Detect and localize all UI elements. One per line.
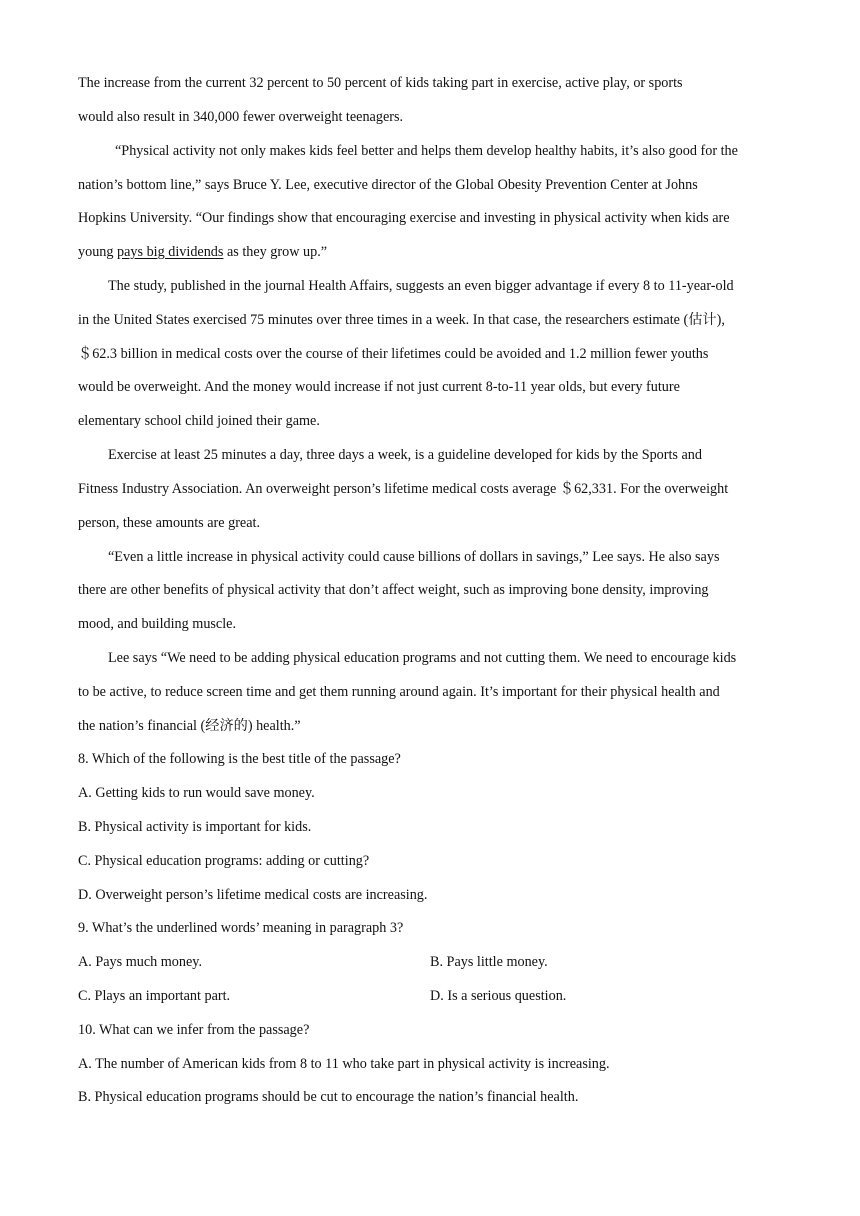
paragraph-5-line-2: there are other benefits of physical activity that don’t affect weight, such as improving bone density, improving [78,582,709,598]
question-8-stem: 8. Which of the following is the best title of the passage? [78,751,401,767]
question-9-stem: 9. What’s the underlined words’ meaning in paragraph 3? [78,920,404,936]
paragraph-4-line-1: Exercise at least 25 minutes a day, three days a week, is a guideline developed for kids by the Sports and [108,447,702,463]
question-9-option-a: A. Pays much money. [78,954,202,970]
paragraph-3-line-2: in the United States exercised 75 minutes over three times in a week. In that case, the researchers estimate (估计), [78,312,725,328]
question-10-option-a: A. The number of American kids from 8 to 11 who take part in physical activity is increasing. [78,1056,610,1072]
paragraph-2-line-4 [78,242,327,262]
question-10-option-b: B. Physical education programs should be cut to encourage the nation’s financial health. [78,1089,579,1105]
paragraph-2-line-1: “Physical activity not only makes kids feel better and helps them develop healthy habits, it’s also good for the [115,143,738,159]
paragraph-2-line-3: Hopkins University. “Our findings show that encouraging exercise and investing in physical activity when kids are [78,210,730,226]
paragraph-6-line-3: the nation’s financial (经济的) health.” [78,718,301,734]
question-9-option-c: C. Plays an important part. [78,988,231,1004]
paragraph-4-line-3: person, these amounts are great. [78,515,261,531]
question-8-option-a: A. Getting kids to run would save money. [78,785,315,801]
underlined-phrase: pays big dividends [117,244,224,260]
paragraph-1-line-1: The increase from the current 32 percent to 50 percent of kids taking part in exercise, active play, or sports [78,75,683,91]
question-8-option-b: B. Physical activity is important for kids. [78,819,312,835]
text-run: as they grow up.” [223,244,328,260]
paragraph-5-line-3: mood, and building muscle. [78,616,237,632]
question-9-option-b: B. Pays little money. [430,954,548,970]
paragraph-3-line-1: The study, published in the journal Health Affairs, suggests an even bigger advantage if every 8 to 11-year-old [108,278,734,294]
paragraph-4-line-2: Fitness Industry Association. An overweight person’s lifetime medical costs average ＄62,331. For the overweight [78,481,729,497]
paragraph-3-line-5: elementary school child joined their game. [78,413,320,429]
text-run: young [78,244,118,260]
question-8-option-d: D. Overweight person’s lifetime medical costs are increasing. [78,887,428,903]
paragraph-2-line-2: nation’s bottom line,” says Bruce Y. Lee, executive director of the Global Obesity Prevention Center at Johns [78,177,698,193]
paragraph-3-line-4: would be overweight. And the money would increase if not just current 8-to-11 year olds, but every future [78,379,680,395]
paragraph-6-line-2: to be active, to reduce screen time and get them running around again. It’s important for their physical health and [78,684,720,700]
paragraph-5-line-1: “Even a little increase in physical activity could cause billions of dollars in savings,” Lee says. He also says [108,549,720,565]
question-10-stem: 10. What can we infer from the passage? [78,1022,310,1038]
paragraph-3-line-3: ＄62.3 billion in medical costs over the course of their lifetimes could be avoided and 1.2 million fewer youths [78,346,709,362]
question-9-option-d: D. Is a serious question. [430,988,567,1004]
paragraph-6-line-1: Lee says “We need to be adding physical education programs and not cutting them. We need to encourage kids [108,650,737,666]
question-8-option-c: C. Physical education programs: adding or cutting? [78,853,370,869]
paragraph-1-line-2: would also result in 340,000 fewer overweight teenagers. [78,109,404,125]
